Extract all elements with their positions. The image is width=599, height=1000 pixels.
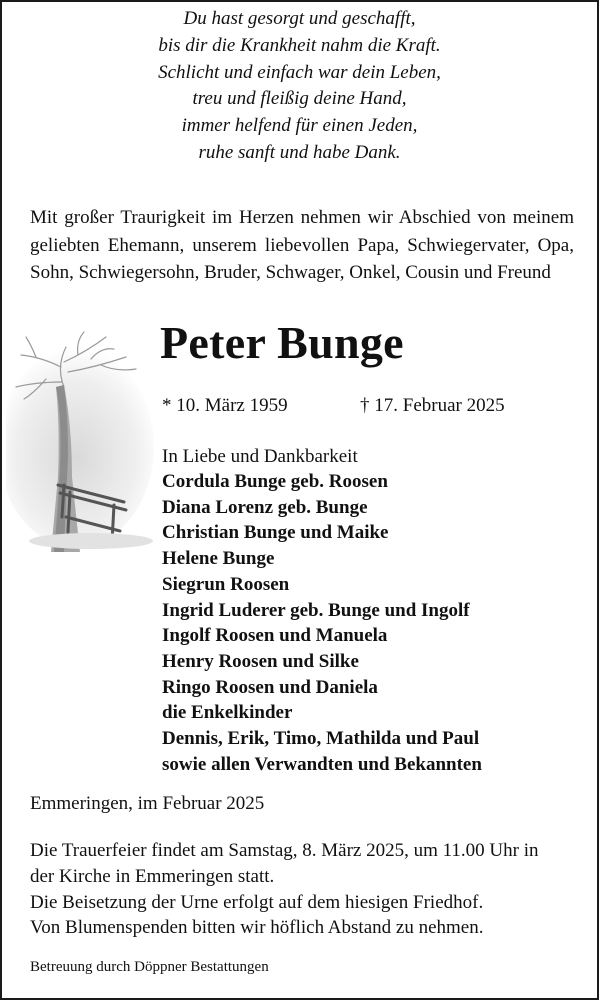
- place-and-date: Emmeringen, im Februar 2025: [30, 793, 265, 814]
- list-item: Dennis, Erik, Timo, Mathilda und Paul: [162, 728, 480, 750]
- funeral-line: Von Blumenspenden bitten wir höflich Abstand zu nehmen.: [30, 917, 484, 939]
- death-date: † 17. Februar 2025: [360, 395, 505, 416]
- tree-and-bench-icon: [6, 327, 156, 552]
- poem: [2, 6, 597, 167]
- poem-line: bis dir die Krankheit nahm die Kraft.: [158, 34, 441, 56]
- list-item: die Enkelkinder: [162, 702, 293, 724]
- intro-text: Mit großer Traurigkeit im Herzen nehmen wir Abschied von meinem geliebten Ehemann, unserem liebevollen Papa, Schwiegervater, Opa, Sohn, Schwiegersohn, Bruder, Schwager, Onkel, Cousin und Freund: [30, 207, 574, 283]
- mourners-title: In Liebe und Dankbarkeit: [162, 446, 358, 467]
- funeral-line: Die Beisetzung der Urne erfolgt auf dem hiesigen Friedhof.: [30, 891, 484, 913]
- list-item: Christian Bunge und Maike: [162, 522, 389, 544]
- list-item: Ingolf Roosen und Manuela: [162, 625, 388, 647]
- funeral-line: der Kirche in Emmeringen statt.: [30, 865, 275, 887]
- poem-line: Du hast gesorgt und geschafft,: [183, 8, 416, 29]
- list-item: Cordula Bunge geb. Roosen: [162, 471, 388, 492]
- poem-line: ruhe sanft und habe Dank.: [198, 141, 401, 163]
- list-item: Diana Lorenz geb. Bunge: [162, 496, 368, 518]
- poem-line: immer helfend für einen Jeden,: [181, 115, 418, 137]
- undertaker-credit: Betreuung durch Döppner Bestattungen: [30, 959, 269, 975]
- deceased-name: Peter Bunge: [160, 317, 404, 368]
- funeral-line: Die Trauerfeier findet am Samstag, 8. März 2025, um 11.00 Uhr in: [30, 840, 539, 861]
- poem-line: Schlicht und einfach war dein Leben,: [158, 61, 441, 83]
- funeral-info: [30, 838, 580, 941]
- list-item: Ringo Roosen und Daniela: [162, 676, 378, 698]
- list-item: Helene Bunge: [162, 548, 275, 570]
- list-item: Ingrid Luderer geb. Bunge und Ingolf: [162, 599, 470, 621]
- list-item: Siegrun Roosen: [162, 573, 290, 595]
- list-item: sowie allen Verwandten und Bekannten: [162, 753, 482, 775]
- list-item: Henry Roosen und Silke: [162, 650, 359, 672]
- mourners-list: [162, 469, 482, 777]
- birth-date: * 10. März 1959: [162, 395, 288, 416]
- poem-line: treu und fleißig deine Hand,: [192, 88, 407, 110]
